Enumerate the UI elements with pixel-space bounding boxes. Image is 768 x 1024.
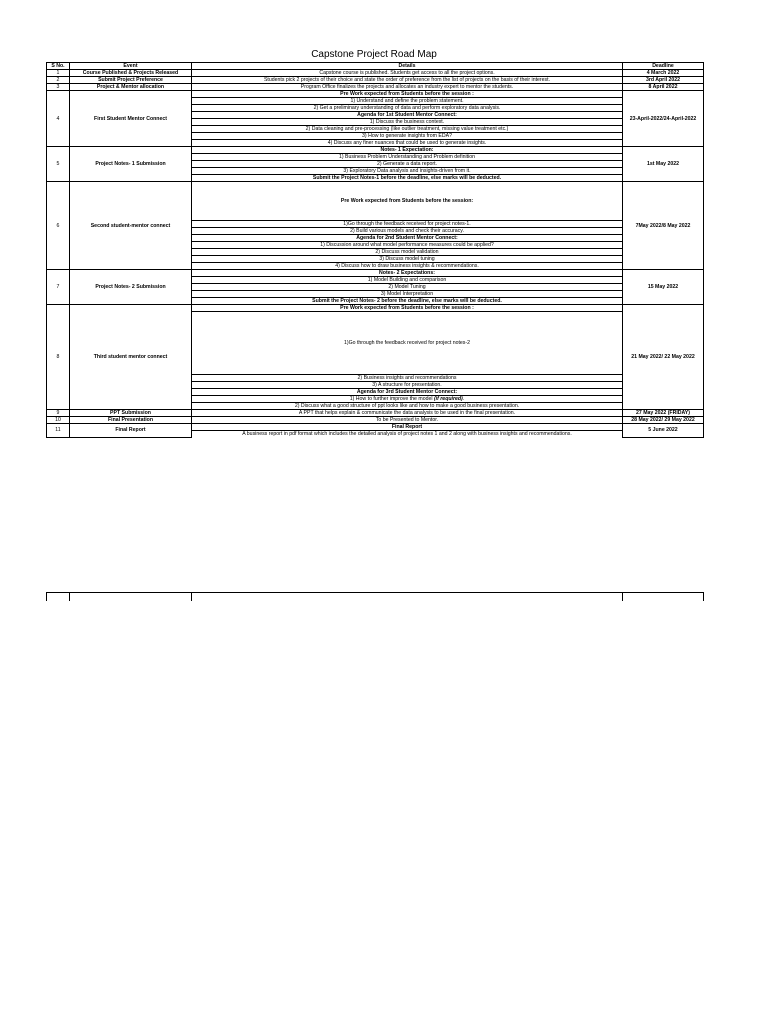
detail-line: 3) A structure for presentation. — [192, 382, 623, 389]
detail-line: 1) Business Problem Understanding and Problem definition — [192, 154, 623, 161]
row-detail: To be Presented to Mentor. — [192, 417, 623, 424]
detail-line: 1) Discussion around what model performance measures could be applied? — [192, 242, 623, 249]
table-row — [47, 91, 704, 98]
detail-line: 2) Generate a data report. — [192, 161, 623, 168]
row-sno: 11 — [47, 424, 70, 438]
row-deadline: 8 April 2022 — [623, 84, 704, 91]
detail-line: Agenda for 2nd Student Mentor Connect: — [192, 235, 623, 242]
header-details: Details — [192, 63, 623, 70]
bottom-divider — [191, 592, 192, 601]
row-sno: 1 — [47, 70, 70, 77]
detail-line: Agenda for 1st Student Mentor Connect: — [192, 112, 623, 119]
detail-line: 3) Model Interpretation — [192, 291, 623, 298]
detail-line — [192, 396, 623, 403]
row-event: Second student-mentor connect — [70, 182, 192, 270]
table-row — [47, 424, 704, 431]
detail-line: 3) Exploratory Data analysis and insights-driven from it. — [192, 168, 623, 175]
row-deadline: 15 May 2022 — [623, 270, 704, 305]
bottom-border-line — [46, 592, 703, 593]
detail-line: 2) Model Tuning — [192, 284, 623, 291]
detail-line: 1) Model Building and comparison — [192, 277, 623, 284]
detail-line: Submit the Project Notes-1 before the deadline, else marks will be deducted. — [192, 175, 623, 182]
row-deadline: 21 May 2022/ 22 May 2022 — [623, 305, 704, 410]
detail-line-emphasis: (if required) — [433, 396, 463, 402]
detail-line: Pre Work expected from Students before the session : — [192, 91, 623, 98]
detail-line: Pre Work expected from Students before the session: — [192, 182, 623, 221]
detail-line-part: 1) How to further improve the model — [349, 396, 434, 402]
detail-line: 3) Discuss model tuning — [192, 256, 623, 263]
detail-line: 1)Go through the feedback received for project notes-2 — [192, 312, 623, 375]
row-deadline: 28 May 2022/ 29 May 2022 — [623, 417, 704, 424]
header-event: Event — [70, 63, 192, 70]
table-row — [47, 270, 704, 277]
detail-line: 2) Data cleaning and pre-processing (like outlier treatment, missing value treatment etc.) — [192, 126, 623, 133]
row-sno: 3 — [47, 84, 70, 91]
row-sno: 6 — [47, 182, 70, 270]
bottom-divider — [703, 592, 704, 601]
row-detail: Program Office finalizes the projects and allocates an industry expert to mentor the students. — [192, 84, 623, 91]
detail-line: Notes- 1 Expectation: — [192, 147, 623, 154]
detail-line: 2) Discuss model validation — [192, 249, 623, 256]
document-title: Capstone Project Road Map — [311, 49, 437, 60]
table-row — [47, 410, 704, 417]
row-deadline: 27 May 2022 (FRIDAY) — [623, 410, 704, 417]
row-deadline: 5 June 2022 — [623, 424, 704, 438]
row-event: Final Presentation — [70, 417, 192, 424]
detail-line: 2) Discuss what a good structure of ppt looks like and how to make a good business presentation. — [192, 403, 623, 410]
detail-line: 2) Build various models and check their accuracy. — [192, 228, 623, 235]
row-deadline: 7May 2022/8 May 2022 — [623, 182, 704, 270]
row-detail: A PPT that helps explain & communicate the data analysis to be used in the final presentation. — [192, 410, 623, 417]
header-sno: S No. — [47, 63, 70, 70]
table-row — [47, 77, 704, 84]
table-row — [47, 147, 704, 154]
row-event: First Student Mentor Connect — [70, 91, 192, 147]
table-row — [47, 70, 704, 77]
detail-line: 2) Get a preliminary understanding of data and perform exploratory data analysis. — [192, 105, 623, 112]
detail-line: 1) Discuss the business context. — [192, 119, 623, 126]
bottom-divider — [46, 592, 47, 601]
table-row — [47, 305, 704, 312]
row-event: PPT Submission — [70, 410, 192, 417]
row-event: Final Report — [70, 424, 192, 438]
table-row — [47, 417, 704, 424]
bottom-divider — [622, 592, 623, 601]
detail-line: 1) Understand and define the problem statement. — [192, 98, 623, 105]
row-detail: Students pick 2 projects of their choice and state the order of preference from the list of projects on the basis of their interest. — [192, 77, 623, 84]
detail-line: 3) How to generate insights from EDA? — [192, 133, 623, 140]
detail-line: 1)Go through the feedback received for project notes-1. — [192, 221, 623, 228]
row-detail: Capstone course is published. Students get access to all the project options. — [192, 70, 623, 77]
detail-line: Pre Work expected from Students before the session : — [192, 305, 623, 312]
detail-line: A business report in pdf format which includes the detailed analysis of project notes 1 and 2 along with business insights and recommendations. — [192, 431, 623, 438]
detail-line: Agenda for 3rd Student Mentor Connect: — [192, 389, 623, 396]
header-deadline: Deadline — [623, 63, 704, 70]
row-sno: 9 — [47, 410, 70, 417]
detail-line: Notes- 2 Expectations: — [192, 270, 623, 277]
row-event: Project & Mentor allocation — [70, 84, 192, 91]
header-row — [47, 63, 704, 70]
row-sno: 7 — [47, 270, 70, 305]
row-deadline: 23-April-2022/24-April-2022 — [623, 91, 704, 147]
row-event: Project Notes- 1 Submission — [70, 147, 192, 182]
detail-line: 4) Discuss any finer nuances that could be used to generate insights. — [192, 140, 623, 147]
row-deadline: 4 March 2022 — [623, 70, 704, 77]
row-deadline: 3rd April 2022 — [623, 77, 704, 84]
row-sno: 2 — [47, 77, 70, 84]
table-row — [47, 182, 704, 221]
roadmap-table — [46, 62, 704, 438]
row-sno: 10 — [47, 417, 70, 424]
row-event: Course Published & Projects Released — [70, 70, 192, 77]
detail-line: Final Report — [192, 424, 623, 431]
row-sno: 4 — [47, 91, 70, 147]
row-deadline: 1st May 2022 — [623, 147, 704, 182]
row-event: Submit Project Preference — [70, 77, 192, 84]
table-row — [47, 84, 704, 91]
bottom-divider — [69, 592, 70, 601]
row-event: Third student mentor connect — [70, 305, 192, 410]
detail-line: 4) Discuss how to draw business insights & recommendations. — [192, 263, 623, 270]
detail-line: Submit the Project Notes- 2 before the deadline, else marks will be deducted. — [192, 298, 623, 305]
row-event: Project Notes- 2 Submission — [70, 270, 192, 305]
row-sno: 8 — [47, 305, 70, 410]
detail-line: 2) Business insights and recommendations — [192, 375, 623, 382]
detail-line-part: . — [462, 396, 465, 402]
row-sno: 5 — [47, 147, 70, 182]
